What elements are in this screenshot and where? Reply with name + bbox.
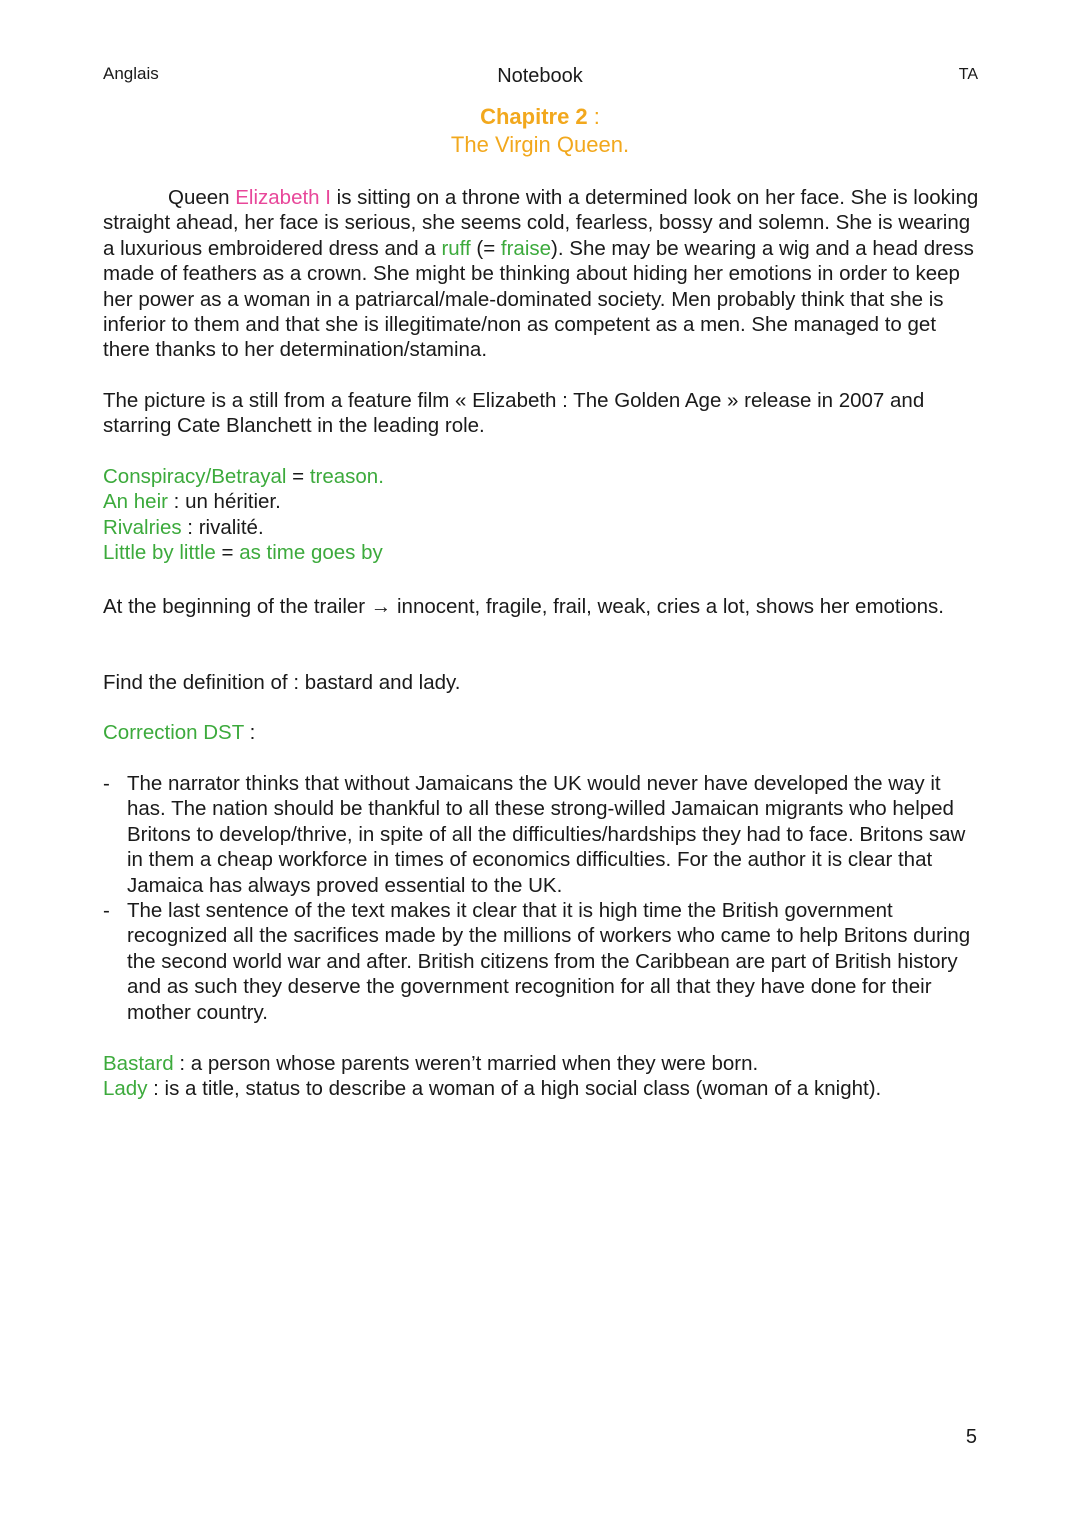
definition-bastard: Bastard : a person whose parents weren’t married when they were born. [103, 1052, 759, 1075]
correction-heading: Correction DST : [103, 721, 256, 744]
highlight-elizabeth: Elizabeth I [235, 186, 331, 209]
correction-list [103, 771, 983, 1025]
bullet-dash: - [103, 772, 110, 795]
vocab-item: Little by little = as time goes by [103, 541, 383, 565]
header-initials: TA [958, 66, 978, 83]
paragraph-task: Find the definition of : bastard and lady. [103, 671, 461, 694]
paragraph-film: The picture is a still from a feature film « Elizabeth : The Golden Age » release in 2007 and starring Cate Blanchett in the leading role. [103, 389, 925, 438]
chapter-title-colon: : [587, 104, 600, 129]
paragraph-description: Queen Elizabeth I is sitting on a throne with a determined look on her face. She is looking straight ahead, her face is serious, she seems cold, fearless, bossy and solemn. She is wearing a luxurious embroidered dress and a ruff (= fraise). She may be wearing a wig and a head dress made of feathers as a crown. She might be thinking about hiding her emotions in order to keep her power as a woman in a patriarcal/male-dominated society. Men probably think that she is inferior to them and that she is illegitimate/non as competent as a men. She managed to get there thanks to her determination/stamina. [103, 186, 979, 362]
highlight-ruff: ruff [441, 236, 471, 260]
header-subject: Anglais [103, 64, 159, 83]
vocab-item: Conspiracy/Betrayal = treason. [103, 465, 384, 488]
list-item: - The last sentence of the text makes it clear that it is high time the British government recognized all the sacrifices made by the millions of workers who came to help Britons during the second world war and after. British citizens from the Caribbean are part of British history and as such they deserve the government recognition for all that they have done for their mother country. [103, 899, 971, 1024]
chapter-title [0, 104, 1080, 130]
chapter-subtitle: The Virgin Queen. [450, 132, 630, 157]
vocab-item: An heir : un héritier. [103, 490, 281, 514]
bullet-dash: - [103, 899, 110, 923]
vocab-list [103, 464, 983, 566]
page-number: 5 [965, 1426, 977, 1448]
header-title: Notebook [497, 65, 583, 87]
paragraph-trailer: At the beginning of the trailer → innocent, fragile, frail, weak, cries a lot, shows her emotions. [103, 595, 944, 618]
list-item: - The narrator thinks that without Jamaicans the UK would never have developed the way it has. The nation should be thankful to all these strong-willed Jamaican migrants who helped Britons to develop/thrive, in spite of all the difficulties/hardships they had to face. Britons saw in them a cheap workforce in times of economics difficulties. For the author it is clear that Jamaica has always proved essential to the UK. [103, 772, 966, 897]
definition-lady: Lady : is a title, status to describe a woman of a high social class (woman of a knight). [103, 1077, 882, 1101]
chapter-title-bold: Chapitre 2 [480, 104, 588, 129]
definitions [103, 1051, 983, 1102]
vocab-item: Rivalries : rivalité. [103, 515, 264, 539]
highlight-fraise: fraise [500, 236, 552, 260]
